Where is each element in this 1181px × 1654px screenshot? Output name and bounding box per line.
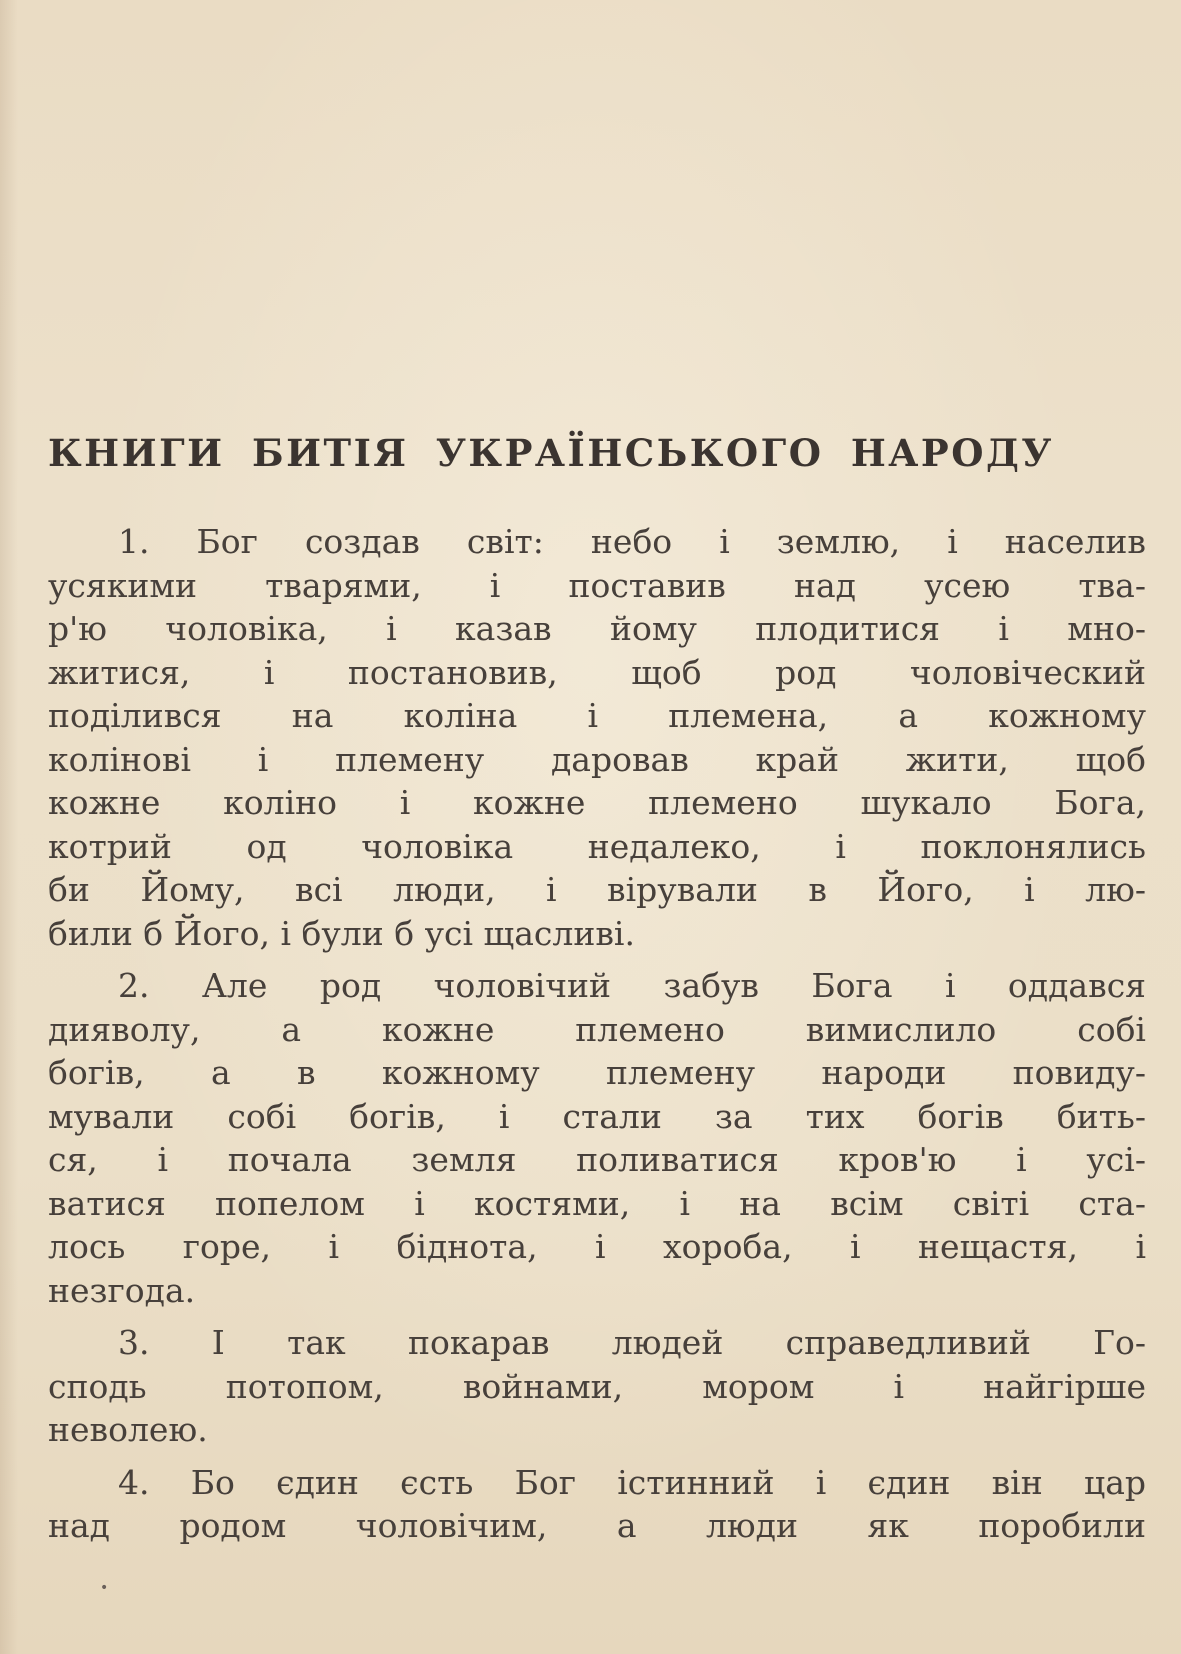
text-line: 3. І так покарав людей справедливий Го- — [118, 1323, 1146, 1362]
paragraph-3 — [48, 1321, 1146, 1452]
text-line: би Йому, всі люди, і вірували в Його, і лю- — [48, 870, 1146, 909]
text-line: житися, і постановив, щоб род чоловіческий — [48, 652, 1146, 692]
chapter-body — [48, 520, 1146, 1548]
text-line: сподь потопом, войнами, мором і найгірше — [48, 1366, 1146, 1406]
text-line: 4. Бо єдин єсть Бог істинний і єдин він цар — [118, 1462, 1146, 1502]
text-line: колінові і племену даровав край жити, щоб — [48, 739, 1146, 779]
text-line: незгода. — [48, 1270, 196, 1310]
text-line: усякими тварями, і поставив над усею тва- — [48, 565, 1146, 605]
text-line: р'ю чоловіка, і казав йому плодитися і мно- — [48, 609, 1146, 648]
paragraph-1 — [48, 520, 1146, 955]
text-line: били б Його, і були б усі щасливі. — [48, 913, 635, 953]
page-edge-shadow — [0, 0, 18, 1654]
text-line: ватися попелом і костями, і на всім світі ста- — [48, 1183, 1146, 1223]
text-line: котрий од чоловіка недалеко, і поклонялись — [48, 826, 1146, 866]
ink-speck-icon: • — [100, 1580, 109, 1596]
text-line: мували собі богів, і стали за тих богів бить- — [48, 1096, 1146, 1136]
text-line: 1. Бог создав світ: небо і землю, і населив — [118, 522, 1146, 561]
text-line: дияволу, а кожне племено вимислило собі — [48, 1009, 1146, 1049]
text-line: лось горе, і біднота, і хороба, і нещастя, і — [48, 1227, 1146, 1266]
text-line: кожне коліно і кожне племено шукало Бога, — [48, 783, 1146, 822]
paragraph-2 — [48, 964, 1146, 1312]
text-line: поділився на коліна і племена, а кожному — [48, 696, 1146, 735]
paragraph-4 — [48, 1461, 1146, 1548]
chapter-title: КНИГИ БИТІЯ УКРАЇНСЬКОГО НАРОДУ — [48, 431, 1054, 475]
text-line: над родом чоловічим, а люди як поробили — [48, 1506, 1146, 1545]
text-line: неволею. — [48, 1410, 208, 1449]
text-line: богів, а в кожному племену народи повиду- — [48, 1053, 1146, 1092]
text-line: ся, і почала земля поливатися кров'ю і усі- — [48, 1140, 1146, 1179]
text-line: 2. Але род чоловічий забув Бога і оддався — [118, 966, 1146, 1005]
